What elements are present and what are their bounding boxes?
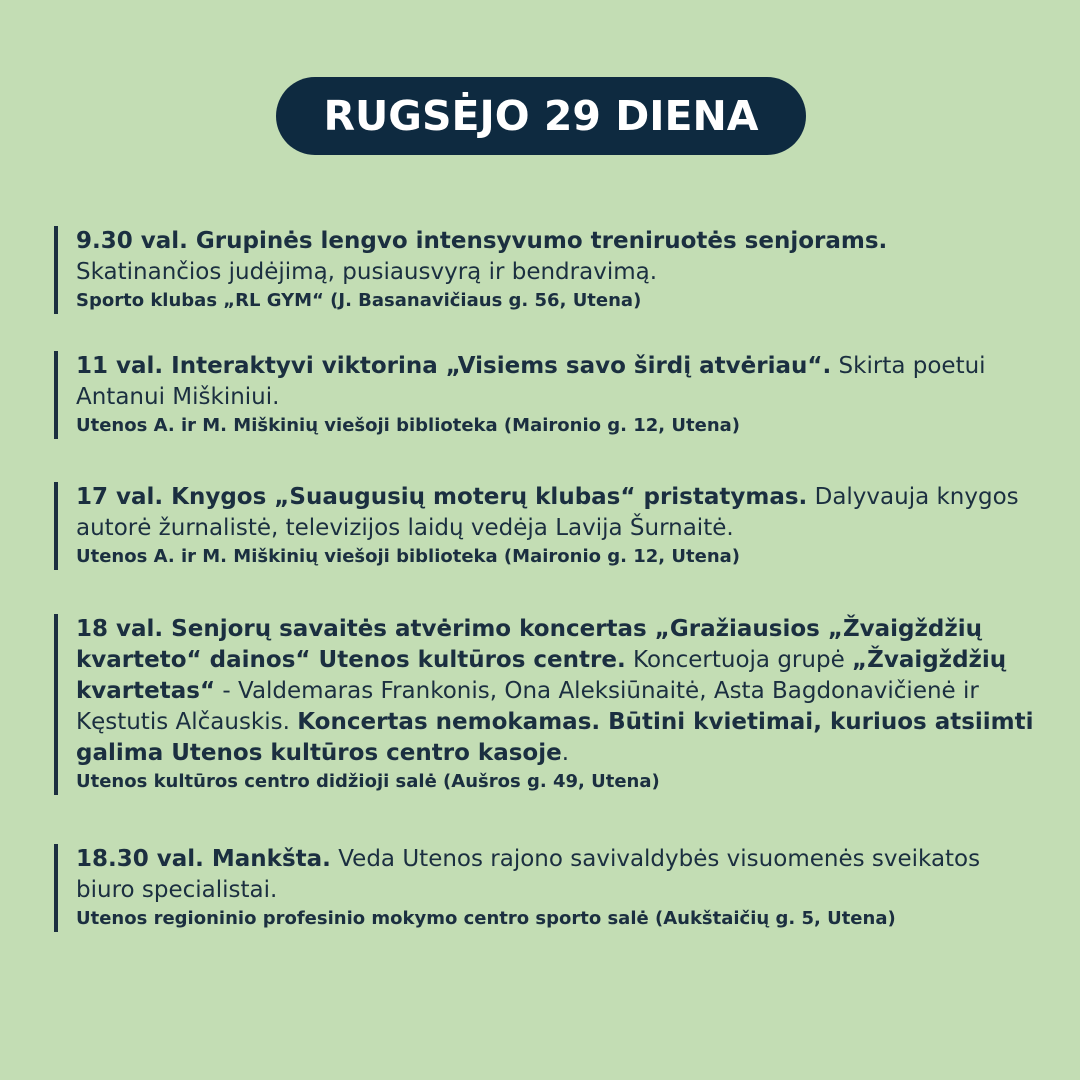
event-venue: Utenos A. ir M. Miškinių viešoji biblioteka (Maironio g. 12, Utena) <box>76 546 741 567</box>
page-title: RUGSĖJO 29 DIENA <box>276 77 806 155</box>
event-venue: Sporto klubas „RL GYM“ (J. Basanavičiaus g. 56, Utena) <box>76 290 642 311</box>
event-ticket-info: Koncertas nemokamas. Būtini kvietimai, kuriuos atsiimti galima Utenos kultūros centro kasoje <box>76 709 1034 766</box>
event-item <box>54 226 1034 314</box>
event-headline: 11 val. Interaktyvi viktorina „Visiems savo širdį atvėriau“. <box>76 353 832 379</box>
event-description <box>76 226 1034 288</box>
event-item <box>54 844 1034 932</box>
event-ticket-info-end: . <box>561 740 570 766</box>
event-venue: Utenos regioninio profesinio mokymo centro sporto salė (Aukštaičių g. 5, Utena) <box>76 908 896 929</box>
event-headline: 18 val. Senjorų savaitės atvėrimo koncertas „Gražiausios „Žvaigždžių kvarteto“ dainos“ Utenos kultūros centre. <box>76 616 982 673</box>
event-description <box>76 614 1034 769</box>
event-description <box>76 482 1034 544</box>
event-details: Koncertuoja grupė <box>625 647 853 673</box>
event-item <box>54 482 1034 570</box>
event-description <box>76 844 1034 906</box>
event-venue: Utenos kultūros centro didžioji salė (Aušros g. 49, Utena) <box>76 771 660 792</box>
event-performer: „Žvaigždžių kvartetas“ <box>76 647 1007 704</box>
event-performer-members: - Valdemaras Frankonis, Ona Aleksiūnaitė, Asta Bagdonavičienė ir Kęstutis Alčauskis. <box>76 678 979 735</box>
event-headline: 18.30 val. Mankšta. <box>76 846 331 872</box>
event-venue: Utenos A. ir M. Miškinių viešoji biblioteka (Maironio g. 12, Utena) <box>76 415 741 436</box>
event-details: Skirta poetui Antanui Miškiniui. <box>76 353 986 410</box>
event-details: Skatinančios judėjimą, pusiausvyrą ir bendravimą. <box>76 259 658 285</box>
event-headline: 17 val. Knygos „Suaugusių moterų klubas“ pristatymas. <box>76 484 808 510</box>
event-details: Veda Utenos rajono savivaldybės visuomenės sveikatos biuro specialistai. <box>76 846 981 903</box>
event-details: Dalyvauja knygos autorė žurnalistė, televizijos laidų vedėja Lavija Šurnaitė. <box>76 484 1019 541</box>
event-description <box>76 351 1034 413</box>
event-item <box>54 614 1034 795</box>
event-item <box>54 351 1034 439</box>
event-headline: 9.30 val. Grupinės lengvo intensyvumo treniruotės senjorams. <box>76 228 888 254</box>
